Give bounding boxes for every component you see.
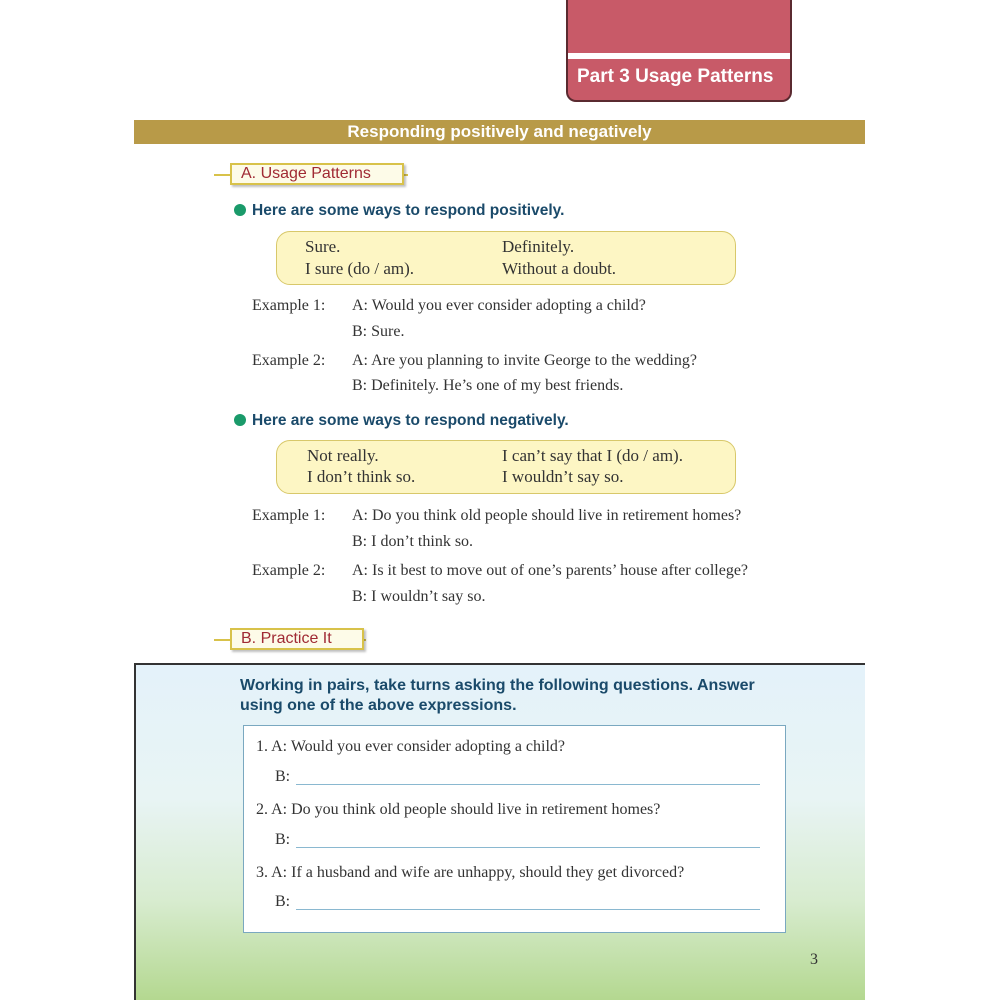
section-a-label: A. Usage Patterns — [230, 163, 404, 185]
lesson-banner: Responding positively and negatively — [134, 120, 865, 144]
example-line-a: A: Do you think old people should live in retirement homes? — [352, 507, 742, 524]
negative-heading — [234, 412, 569, 430]
example-line-b: B: I wouldn’t say so. — [352, 588, 486, 605]
bullet-icon — [234, 204, 246, 216]
negative-heading-text: Here are some ways to respond negatively. — [252, 412, 569, 429]
answer-line-3[interactable] — [296, 909, 760, 910]
question-1: 1. A: Would you ever consider adopting a child? — [256, 738, 566, 755]
answer-label-1: B: — [275, 768, 291, 785]
section-b-label: B. Practice It — [230, 628, 364, 650]
expression: Without a doubt. — [502, 259, 617, 278]
example-line-b: B: I don’t think so. — [352, 533, 474, 550]
question-3: 3. A: If a husband and wife are unhappy, should they get divorced? — [256, 864, 685, 881]
question-2: 2. A: Do you think old people should live in retirement homes? — [256, 801, 661, 818]
example-line-a: A: Would you ever consider adopting a child? — [352, 297, 646, 314]
expression: I can’t say that I (do / am). — [502, 446, 683, 465]
question-box — [243, 725, 786, 933]
answer-line-2[interactable] — [296, 847, 760, 848]
example-label: Example 2: — [252, 352, 326, 369]
negative-expression-box — [276, 440, 736, 494]
expression: Sure. — [305, 237, 341, 256]
positive-expression-box — [276, 231, 736, 285]
example-line-a: A: Is it best to move out of one’s parents’ house after college? — [352, 562, 749, 579]
example-line-b: B: Definitely. He’s one of my best friends. — [352, 377, 624, 394]
positive-heading — [234, 202, 564, 220]
answer-line-1[interactable] — [296, 784, 760, 785]
answer-label-2: B: — [275, 831, 291, 848]
bullet-icon — [234, 414, 246, 426]
section-a-heading — [214, 163, 408, 187]
page-number: 3 — [810, 951, 818, 968]
part-tab — [566, 0, 792, 102]
example-label: Example 2: — [252, 562, 326, 579]
expression: I don’t think so. — [307, 467, 416, 486]
part-tab-label: Part 3 Usage Patterns — [577, 66, 774, 87]
expression: I wouldn’t say so. — [502, 467, 624, 486]
tab-stripe — [568, 53, 790, 59]
expression: Definitely. — [502, 237, 575, 256]
example-label: Example 1: — [252, 507, 326, 524]
example-line-a: A: Are you planning to invite George to the wedding? — [352, 352, 697, 369]
section-b-heading — [214, 628, 366, 652]
expression: I sure (do / am). — [305, 259, 415, 278]
expression: Not really. — [307, 446, 379, 465]
example-label: Example 1: — [252, 297, 326, 314]
positive-heading-text: Here are some ways to respond positively. — [252, 202, 565, 219]
practice-instruction: Working in pairs, take turns asking the following questions. Answer using one of the above expressions. — [240, 677, 755, 714]
answer-label-3: B: — [275, 893, 291, 910]
example-line-b: B: Sure. — [352, 323, 405, 340]
